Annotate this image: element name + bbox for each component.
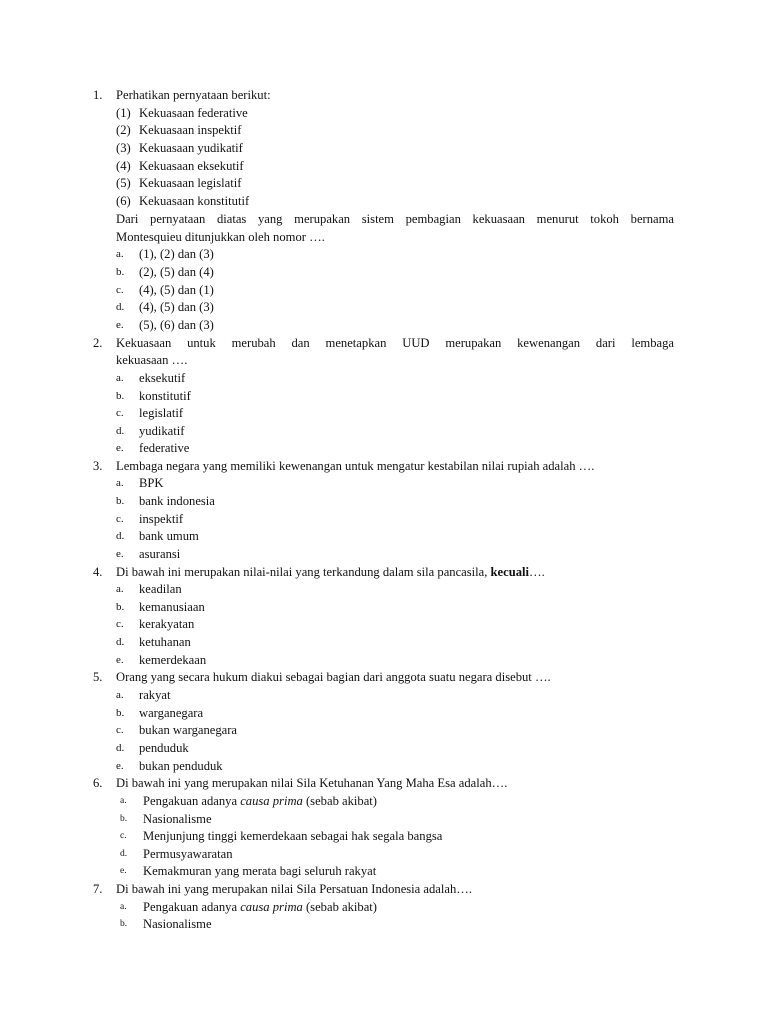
question-paragraph: Montesquieu ditunjukkan oleh nomor …. xyxy=(116,230,325,244)
question-number: 6. xyxy=(93,776,103,790)
question-number: 3. xyxy=(93,459,103,473)
question-text-continued: kekuasaan …. xyxy=(116,353,188,367)
question-number: 5. xyxy=(93,670,103,684)
question-number: 2. xyxy=(93,336,103,350)
question-paragraph: Dari pernyataan diatas yang merupakan sistem pembagian kekuasaan menurut tokoh bernama xyxy=(116,212,674,226)
question-text: Orang yang secara hukum diakui sebagai bagian dari anggota suatu negara disebut …. xyxy=(116,670,551,684)
question-text: Perhatikan pernyataan berikut: xyxy=(116,88,271,102)
question-text: Di bawah ini merupakan nilai-nilai yang terkandung dalam sila pancasila, kecuali…. xyxy=(116,565,545,579)
emphasis-text: kecuali xyxy=(490,565,530,579)
question-text: Lembaga negara yang memiliki kewenangan untuk mengatur kestabilan nilai rupiah adalah …. xyxy=(116,459,595,473)
question-text: Di bawah ini yang merupakan nilai Sila Persatuan Indonesia adalah…. xyxy=(116,882,473,896)
question-text: Di bawah ini yang merupakan nilai Sila Ketuhanan Yang Maha Esa adalah…. xyxy=(116,776,508,790)
question-text: Kekuasaan untuk merubah dan menetapkan UUD merupakan kewenangan dari lembaga xyxy=(116,336,674,350)
document-page: 1. Perhatikan pernyataan berikut: (1) Kekuasaan federative (2) Kekuasaan inspektif (3) Kekuasaan yudikatif (4) Kekuasaan eksekutif (5) Kekuasaan legislatif (6) Kekuasaan konstitutif Dari pernyataan diatas yang merupakan sistem pembagian kekuasaan menurut tokoh bernama Montesquieu ditunjukkan oleh nomor …. a. (1), (2) dan (3) b. (2), (5) dan (4) c. (4), (5) dan (1) d. (4), (5) dan (3) e. (5), (6) dan (3) 2. Kekuasaan untuk merubah dan menetapkan UUD merupakan kewenangan dari lembaga kekuasaan …. a. eksekutif b. konstitutif c. legislatif d. yudikatif e. federative 3. Lembaga negara yang memiliki kewenangan untuk mengatur kestabilan nilai rupiah adalah …. a. BPK b. bank indonesia c. inspektif d. bank umum e. asuransi 4. Di bawah ini merupakan nilai-nilai yang terkandung dalam sila pancasila, kecuali…. a. keadilan b. kemanusiaan c. kerakyatan d. ketuhanan e. kemerdekaan 5. Orang yang secara hukum diakui sebagai bagian dari anggota suatu negara disebut …. a. rakyat b. warganegara c. bukan warganegara d. penduduk e. bukan penduduk 6. Di bawah ini yang merupakan nilai Sila Ketuhanan Yang Maha Esa adalah…. a. Pengakuan adanya causa prima (sebab akibat) b. Nasionalisme c. Menjunjung tinggi kemerdekaan sebagai hak segala bangsa d. Permusyawaratan e. Kemakmuran yang merata bagi seluruh rakyat 7. Di bawah ini yang merupakan nilai Sila Persatuan Indonesia adalah…. a. Pengakuan adanya causa prima (sebab akibat) b. Nasionalisme xyxy=(93,88,674,931)
question-number: 1. xyxy=(93,88,103,102)
question-number: 7. xyxy=(93,882,103,896)
question-number: 4. xyxy=(93,565,103,579)
